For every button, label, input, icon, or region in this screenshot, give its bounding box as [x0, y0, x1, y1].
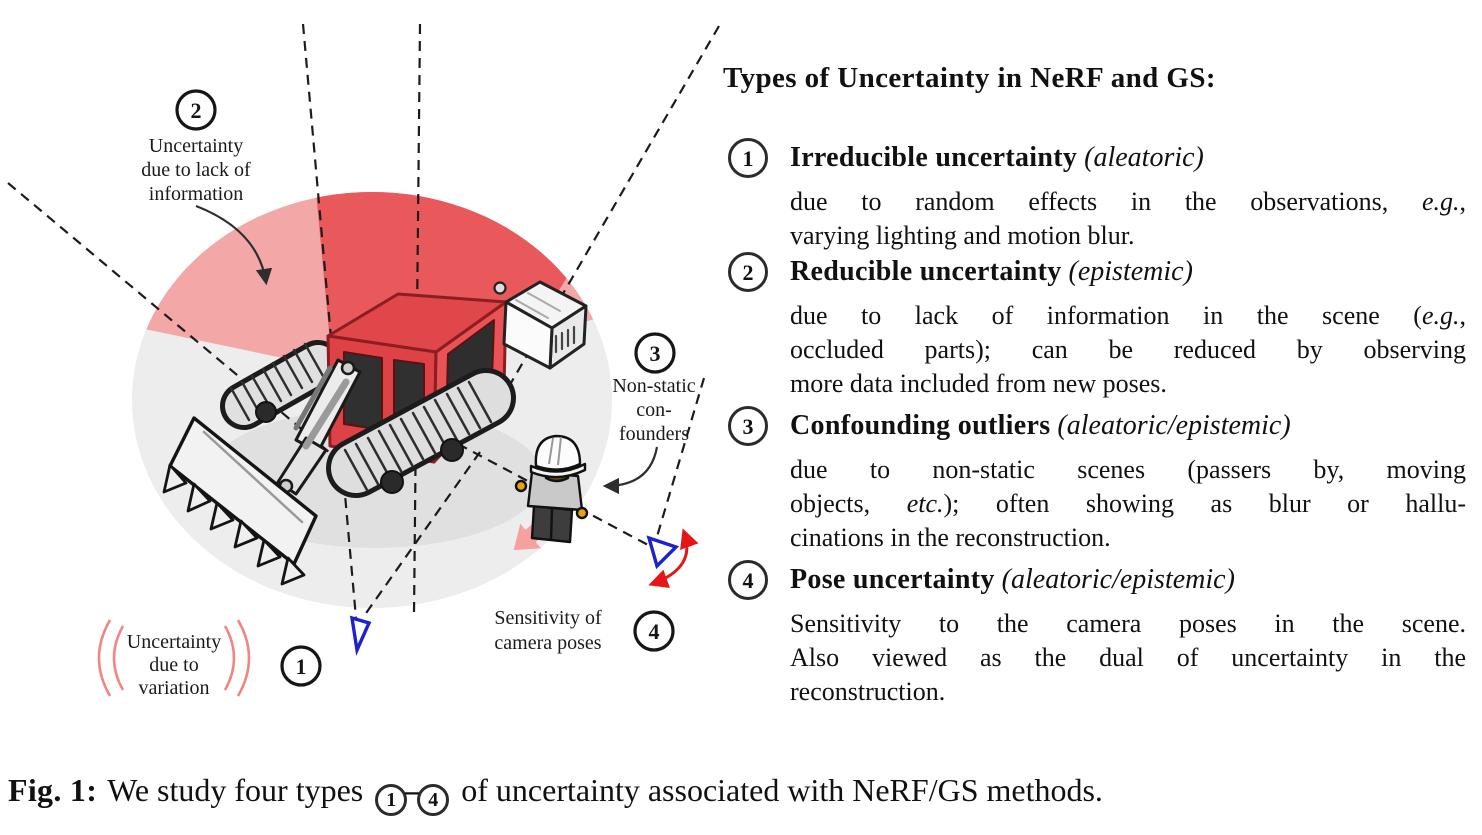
item-4-badge: 4: [728, 560, 768, 600]
item-1-body-line: due to random effects in the observations, e.g.,: [790, 187, 1466, 216]
arrow-non-static: [606, 447, 657, 486]
label-non-static: [612, 375, 695, 445]
caption-badge-1: 1: [375, 784, 407, 816]
item-3-body-line: due to non-static scenes (passers by, moving: [790, 455, 1466, 484]
item-4-heading: Pose uncertainty (aleatoric/epistemic): [790, 564, 1235, 595]
svg-text:Sensitivity of: Sensitivity of: [494, 607, 602, 629]
svg-text:founders: founders: [619, 423, 689, 445]
item-4-body-line: reconstruction.: [790, 677, 946, 706]
item-3-heading: Confounding outliers (aleatoric/epistemic): [790, 410, 1291, 441]
item-1-body-line: varying lighting and motion blur.: [790, 221, 1135, 250]
minifig-leg-split: [551, 509, 552, 540]
label-camera-poses: [494, 607, 602, 654]
item-1-heading: Irreducible uncertainty (aleatoric): [790, 142, 1204, 173]
item-2-body-line: occluded parts); can be reduced by observing: [790, 335, 1466, 364]
svg-text:information: information: [148, 183, 244, 205]
uncertainty-types-panel: [712, 0, 1482, 760]
label-lack-of-info: [141, 135, 251, 205]
svg-text:camera poses: camera poses: [494, 632, 602, 654]
caption-text-before: We study four types: [107, 772, 364, 808]
camera-1-icon: [352, 618, 369, 650]
caption-dash: –: [405, 772, 422, 808]
svg-text:Uncertainty: Uncertainty: [148, 135, 244, 157]
exhaust-stack: [495, 283, 506, 294]
caption-badge-4: 4: [417, 784, 449, 816]
item-3-body-line: cinations in the reconstruction.: [790, 523, 1111, 552]
caption-prefix: Fig. 1:: [8, 772, 98, 808]
item-2-heading: Reducible uncertainty (epistemic): [790, 256, 1193, 287]
item-4-body-line: Sensitivity to the camera poses in the scene.: [790, 609, 1466, 638]
badge-2-number: 2: [190, 98, 202, 123]
panel-title: Types of Uncertainty in NeRF and GS:: [723, 62, 1216, 94]
item-4-body-line: Also viewed as the dual of uncertainty in the: [790, 643, 1466, 672]
item-2-body-line: more data included from new poses.: [790, 369, 1167, 398]
svg-text:Non-static: Non-static: [612, 375, 696, 397]
svg-text:due to: due to: [149, 654, 199, 676]
camera-4-icon: [649, 538, 676, 566]
badge-3-number: 3: [649, 341, 661, 366]
badge-1-number: 1: [295, 654, 307, 679]
item-1-badge: 1: [728, 138, 768, 178]
item-2-badge: 2: [728, 252, 768, 292]
svg-text:con-: con-: [636, 399, 672, 421]
excavator-scene-diagram: [0, 0, 740, 762]
item-3-badge: 3: [728, 406, 768, 446]
svg-text:Uncertainty: Uncertainty: [126, 631, 222, 653]
svg-text:due to lack of: due to lack of: [141, 159, 251, 181]
minifig-hand-right: [577, 508, 587, 518]
svg-text:variation: variation: [138, 677, 210, 699]
badge-4-number: 4: [648, 619, 660, 644]
item-3-body-line: objects, etc.); often showing as blur or hallu-: [790, 489, 1466, 518]
figure-caption: [8, 772, 1478, 816]
item-2-body-line: due to lack of information in the scene (e.g.,: [790, 301, 1466, 330]
minifig-hand-left: [516, 481, 526, 491]
caption-text-after: of uncertainty associated with NeRF/GS methods.: [461, 772, 1103, 808]
label-variation: [127, 631, 221, 699]
